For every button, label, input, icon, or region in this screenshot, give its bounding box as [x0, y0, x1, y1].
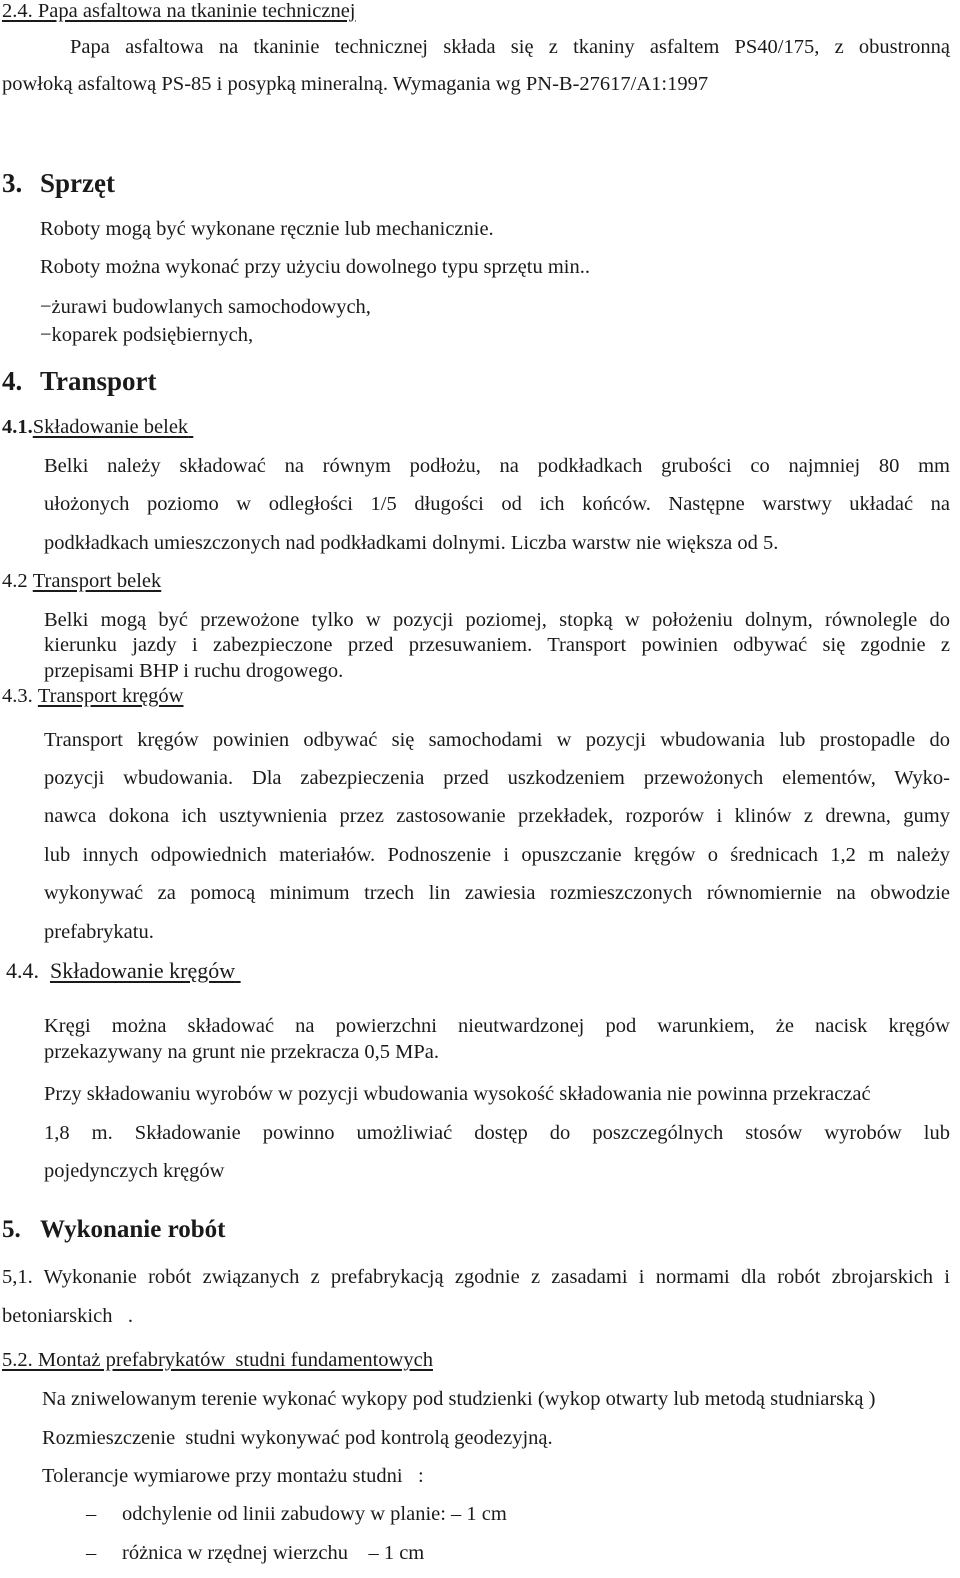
subsection-title: Transport belek: [32, 570, 162, 592]
subsection-title: Składowanie kręgów: [50, 958, 236, 983]
paragraph-line: podkładkach umieszczonych nad podkładkami dolnymi. Liczba warstw nie większa od 5.: [44, 532, 779, 554]
paragraph-line: kierunku jazdy i zabezpieczone przed przesuwaniem. Transport powinien odbywać się zgodnie z: [44, 634, 950, 656]
paragraph-line: ułożonych poziomo w odległości 1/5 długości od ich końców. Następne warstwy układać na: [44, 493, 950, 515]
paragraph-line: Tolerancje wymiarowe przy montażu studni :: [42, 1465, 424, 1487]
paragraph-line: 1,8 m. Składowanie powinno umożliwiać dostęp do poszczególnych stosów wyrobów lub: [44, 1122, 950, 1144]
list-dash: –: [86, 1503, 97, 1525]
paragraph-line: wykonywać za pomocą minimum trzech lin zawiesia rozmieszczonych równomiernie na obwodzie: [44, 882, 950, 904]
paragraph-line: betoniarskich .: [2, 1305, 133, 1327]
paragraph-line: Transport kręgów powinien odbywać się samochodami w pozycji wbudowania lub prostopadle do: [44, 729, 950, 751]
subsection-heading-5-2: 5.2. Montaż prefabrykatów studni fundamentowych: [2, 1349, 433, 1371]
list-dash: –: [86, 1542, 97, 1564]
section-heading-2-4: 2.4. Papa asfaltowa na tkaninie technicznej: [2, 0, 356, 22]
paragraph-line: prefabrykatu.: [44, 921, 154, 943]
subsection-number: 4.1.: [2, 416, 33, 438]
paragraph-line: Roboty można wykonać przy użyciu dowolnego typu sprzętu min..: [40, 256, 590, 278]
section-number-5: 5.: [2, 1216, 21, 1243]
paragraph-line: powłoką asfaltową PS-85 i posypką mineralną. Wymagania wg PN-B-27617/A1:1997: [2, 73, 709, 95]
paragraph-line: lub innych odpowiednich materiałów. Podnoszenie i opuszczanie kręgów o średnicach 1,2 m należy: [44, 844, 950, 866]
section-number-4: 4.: [2, 366, 23, 396]
paragraph-line: Belki należy składować na równym podłożu, na podkładkach grubości co najmniej 80 mm: [44, 455, 950, 477]
paragraph-line: Przy składowaniu wyrobów w pozycji wbudowania wysokość składowania nie powinna przekraczać: [44, 1083, 871, 1105]
section-number-3: 3.: [2, 168, 23, 198]
paragraph-line: pozycji wbudowania. Dla zabezpieczenia przed uszkodzeniem przewożonych elementów, Wyko-: [44, 767, 950, 789]
paragraph-line: przekazywany na grunt nie przekracza 0,5 MPa.: [44, 1041, 440, 1063]
section-title-3: Sprzęt: [40, 168, 115, 198]
section-title-5: Wykonanie robót: [40, 1216, 226, 1243]
bullet-item: −żurawi budowlanych samochodowych,: [40, 296, 371, 318]
paragraph-line: przepisami BHP i ruchu drogowego.: [44, 660, 344, 682]
list-item: odchylenie od linii zabudowy w planie: – 1 cm: [122, 1503, 507, 1525]
paragraph-line: nawca dokona ich usztywnienia przez zastosowanie przekładek, rozporów i klinów z drewna, gumy: [44, 805, 950, 827]
subsection-heading-4-1: [2, 416, 193, 439]
subsection-number: 4.2: [2, 570, 28, 592]
paragraph-line: Na zniwelowanym terenie wykonać wykopy pod studzienki (wykop otwarty lub metodą studniarską ): [42, 1388, 876, 1410]
bullet-item: −koparek podsiębiernych,: [40, 324, 254, 346]
paragraph-line: pojedynczych kręgów: [44, 1160, 225, 1182]
subsection-heading-4-4: [6, 958, 241, 984]
subsection-heading-4-2: [2, 570, 161, 593]
paragraph-line: Papa asfaltowa na tkaninie technicznej składa się z tkaniny asfaltem PS40/175, z obustronną: [70, 36, 950, 58]
subsection-title: Transport kręgów: [37, 685, 184, 707]
subsection-title: Składowanie belek: [32, 416, 189, 438]
subsection-number: 4.4.: [6, 958, 39, 983]
section-title-4: Transport: [40, 366, 157, 396]
paragraph-line: Belki mogą być przewożone tylko w pozycji poziomej, stopką w położeniu dolnym, równolegle do: [44, 609, 950, 631]
paragraph-line: Roboty mogą być wykonane ręcznie lub mechanicznie.: [40, 218, 494, 240]
paragraph-line: Rozmieszczenie studni wykonywać pod kontrolą geodezyjną.: [42, 1427, 553, 1449]
paragraph-line: Kręgi można składować na powierzchni nieutwardzonej pod warunkiem, że nacisk kręgów: [44, 1015, 950, 1037]
subsection-heading-4-3: [2, 685, 183, 708]
subsection-number: 4.3.: [2, 685, 33, 707]
paragraph-line: 5,1. Wykonanie robót związanych z prefabrykacją zgodnie z zasadami i normami dla robót zbrojarskich i: [2, 1266, 950, 1288]
list-item: różnica w rzędnej wierzchu – 1 cm: [122, 1542, 425, 1564]
